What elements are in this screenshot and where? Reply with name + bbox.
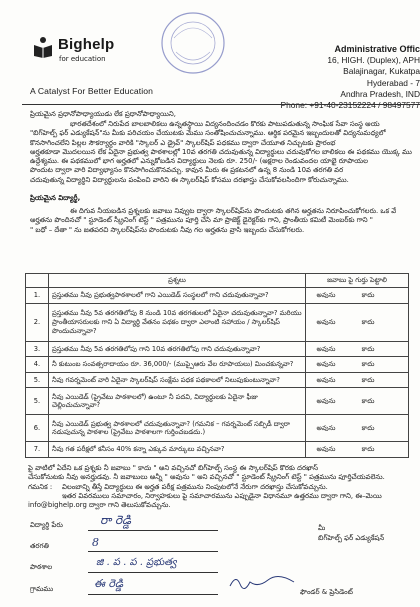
school-stamp-icon [160,10,226,76]
no-option[interactable]: కాదు [361,397,375,406]
paragraph-line: అర్హతకూడా మొదలయిన లేక ఏదైనా ప్రభుత్వ పాఠశాలల్లో 10వ తరగతి చదువుతున్న విద్యార్థులు చదువుకోగల బాలికలు ఈ పథకము యొక్క ము [30,147,412,156]
yes-option[interactable]: అవును [316,375,336,384]
paragraph-line: ఈ దిగువ నీయబడిన ప్రశ్నలకు జవాబు నివ్వుట ద్వారా స్కాలర్‌షిప్‌ను పొందుటకు తగిన అర్హతను నిరూపించుకోగలరు. ఒక వే [70,207,397,215]
question-text: ప్రస్తుతము నీవు ప్రభుత్వపాఠశాలలో గాని ఎయిడెడ్ సంస్థలలో గాని చదువుతున్నావా? [49,288,306,304]
question-number: 3. [26,341,49,357]
answer-cell [306,372,409,388]
yes-option[interactable]: అవును [316,397,336,406]
student-name-line [88,530,218,531]
answer-cell [306,288,409,304]
question-text: నీవు ఎయిడెడ్ ప్రభుత్వ పాఠశాలలో చదువుతున్నావా? (గమనిక – గవర్నమెంట్ సబ్సిడీ ద్వారా నడుపుచున్న పాఠశాల (ప్రైవేటు పాఠశాలగా గుర్తించబడదు.) [49,415,306,442]
school-label: పాఠశాల [30,563,53,571]
question-text: ప్రస్తుతము నీవు 5వ తరగతిలోపు గాని 10వ తరగతిలోపు గాని చదువుతున్నావా? [49,341,306,357]
table-row [26,388,409,415]
no-option[interactable]: కాదు [361,375,375,384]
village-value[interactable]: ఈ రెడ్డి [94,577,124,590]
no-option[interactable]: కాదు [361,317,375,326]
table-header-cell: జవాబు పై గుర్తు పెట్టాలి [306,274,409,288]
table-row [26,303,409,341]
address-line: Balajinagar, Kukatpa [343,66,420,77]
question-number: 5. [26,388,49,415]
class-line [88,551,218,552]
result-paragraph [28,464,420,510]
note-line: ఇతర వివరములు సమాచారం, నిర్వాహకులు పై సమాచారమును ఎప్పుడైనా విధానమూ ఉత్తరము ద్వారా గాని, ఈ–మెయి [62,491,382,500]
table-header-cell: ప్రశ్నలు [49,274,306,288]
tagline: A Catalyst For Better Education [30,86,153,96]
no-option[interactable]: కాదు [361,445,375,454]
brand-name: Bighelp [58,36,115,53]
question-number: 5. [26,372,49,388]
header-divider [22,104,420,105]
note-text: విలంబాన్ని తీస్తే విద్యార్థులు ఈ అర్హత పరీక్ష పత్రమును నింపుటలోనే నేరుగా దరఖాస్తు చేసుకోవచ్చును. [62,482,328,491]
answer-cell [306,415,409,442]
paragraph-line: భారతదేశంలో నిరుపేద బాలబాలికలు ఉన్నతస్థాయి విద్యనందించడం కొరకు పాటుపడుతున్న సాంఘిక సేవా సంస్థ అయ [70,120,380,128]
paragraph-line: అర్హతను పొందినచో " స్టూడెంట్ స్క్రీనింగ్ టెస్ట్ " పత్రమును పూర్తి చేసి మా ప్రాజెక్ట్ డైరెక్టర్‌కు గాని, ప్రాంతీయ కమిటీ మెంబర్‌కు గాని " [30,216,373,225]
signature-scribble-icon [228,570,298,592]
question-text: నీ కుటుంబ సంవత్సరాదాయం రూ. 36,000/- (ముప్పైఆరు వేల రూపాయలు) మించకున్నవా? [49,357,306,373]
paragraph-line: పై వాటిలో ఏదేని ఒక ప్రశ్నకు నీ జవాబు " కాదు " అని వచ్చినచో బిగ్‌హెల్ప్ సంస్థ ఈ స్కాలర్‌షిప్ కొరకు దరఖాస్ [28,464,319,472]
address-phone: Phone: +91-40-23152224 / 98497577 [280,100,420,111]
address-line: Hyderabad - 7 [366,77,420,88]
address-line: 16, HIGH. (Duplex), APH [327,55,420,66]
table-row [26,341,409,357]
yes-option[interactable]: అవును [316,290,336,299]
bighelp-logo-icon [32,36,54,58]
student-paragraph [30,207,420,235]
table-header-row [26,274,409,288]
student-name-label: విద్యార్థి పేరు [30,521,63,529]
village-line [88,594,218,595]
yes-option[interactable]: అవును [316,445,336,454]
yes-option[interactable]: అవును [316,317,336,326]
no-option[interactable]: కాదు [361,290,375,299]
yes-option[interactable]: అవును [316,360,336,369]
student-name-value[interactable]: రా రెడ్డి [100,513,132,527]
organization-sign: బిగ్‌హెల్ప్ ఫర్ ఎడ్యుకేషన్ [318,534,385,542]
question-text: ప్రస్తుతము నీవు 5వ తరగతిలోపు 8 నుండి 10వ తరగతులలో ఏదైనా చదువుతున్నావా? మరియు ప్రాంతీయాసరులకు గాని ఏ విద్యార్థి వేతనం పథకం ద్వారా ఎలాంటి సహాయం / స్కాలర్‌షిప్ పొందుచున్నావా? [49,303,306,341]
school-value[interactable]: జి . ప . ప . ప్రభుత్వ [96,557,177,568]
question-number: 6. [26,415,49,442]
class-label: తరగతి [30,542,49,550]
student-salutation: ప్రియమైన విద్యార్థీ, [30,194,81,202]
intro-paragraph [30,120,420,185]
school-line [88,572,218,573]
brand-subtitle: for education [59,55,106,63]
table-row [26,415,409,442]
question-text: నీవు గవర్నమెంట్ వారి ఏదైనా స్కాలర్‌షిప్ సంక్షేమ పధక పథకాలలో నిలుపుకుంటున్నావా? [49,372,306,388]
table-row [26,372,409,388]
yes-option[interactable]: అవును [316,344,336,353]
answer-cell [306,357,409,373]
table-header-cell [26,274,49,288]
table-row [26,288,409,304]
answer-cell [306,388,409,415]
paragraph-line: " బధో – దేతా " ను జతపరచి స్కాలర్‌షిప్‌ను పొందుటకు నీవు గల అర్హతను వ్రాసి ఇబ్బందు చేసుకోగలరు. [30,225,305,234]
founder-title: ఫౌండర్ & ప్రెసిడెంట్ [300,588,353,596]
email-line: info@bighelp.org ద్వారా గాని తెలుసుకోవచ్చును. [28,501,171,510]
paragraph-line: చేసుకోనుటకు నీవు అనర్హుడవు. నీ జవాబులు అన్నీ " అవును " అని వచ్చినచో " స్టూడెంట్ స్క్రీనింగ్ టెస్ట్ " పత్రమును పూర్తిచేయవలెను. [28,473,385,482]
answer-cell [306,442,409,458]
class-value[interactable]: 8 [92,536,99,549]
question-number: 4. [26,357,49,373]
note-line [28,483,420,492]
paragraph-line: కొనసాగించలేని పిల్లల సౌకర్యార్థం వారికి "స్కాలర్ ఎ డ్రైవ్" స్కాలర్‌షిప్ పధకము ద్వారా చేయూత నిచ్చుటకు ప్రారంభ [30,138,336,147]
question-number: 7. [26,442,49,458]
eligibility-table [25,273,409,458]
yes-option[interactable]: అవును [316,424,336,433]
note-label: గమనిక : [28,482,53,491]
table-row [26,357,409,373]
paragraph-line: పొందుట ద్వారా వారి విద్యాభ్యాసం కొనసాగించుకొనవచ్చు. కావున మీరు ఈ ప్రకటనలో ఉన్న 8 నుండి 10వ తరగతి వర [30,166,344,175]
question-text: నీవు గత పరీక్షలో కనీసం 40% కన్నా ఎక్కువ మార్కులు వచ్చినవా? [49,442,306,458]
address-block [260,44,420,111]
no-option[interactable]: కాదు [361,360,375,369]
salutation: ప్రియమైన ప్రధానోపాధ్యాయుడు లేక ప్రధానోపాధ్యాయిని, [30,110,176,118]
answer-cell [306,341,409,357]
paragraph-line: చదువుతున్న విద్యార్థిని విద్యార్థులను పంపించి వారిని ఈ స్కాలర్‌షిప్ కోసము దరఖాస్తు చేసుకోవలసిందిగా కోరుచున్నాము. [30,175,349,184]
answer-cell [306,303,409,341]
table-row [26,442,409,458]
question-number: 2. [26,303,49,341]
regards-text: మీ [318,524,326,532]
no-option[interactable]: కాదు [361,344,375,353]
village-label: గ్రామము [30,585,54,593]
paragraph-line: ఉద్దేశ్యము. ఈ పథకములో భాగ అర్హతలో ఎన్నుకోబడిన విద్యార్థులు నెలకు రూ. 250/- (అక్షరాల రెండువందల యాభై రూపాయల [30,157,369,166]
no-option[interactable]: కాదు [361,424,375,433]
question-text: నీవు ఎయిడెడ్ (ప్రైవేటు పాఠశాలలో) ఉంటూ నీ పదవి, విద్యార్థులకు ఏదైనా ఫీజు చెల్లించుచున్నావా? [49,388,306,415]
paragraph-line: "బిగ్‌హెల్ప్ ఫర్ ఎడ్యుకేషన్"ను మీకు పరిచయం చేయుటకు మేము సంతోషించుచున్నాము. ఆర్థిక పరమైన ఇబ్బందులతో విద్యనుమధ్యలో [30,129,386,138]
question-number: 1. [26,288,49,304]
address-title: Administrative Offic [334,44,420,54]
address-line: Andhra Pradesh, IND [340,88,420,99]
